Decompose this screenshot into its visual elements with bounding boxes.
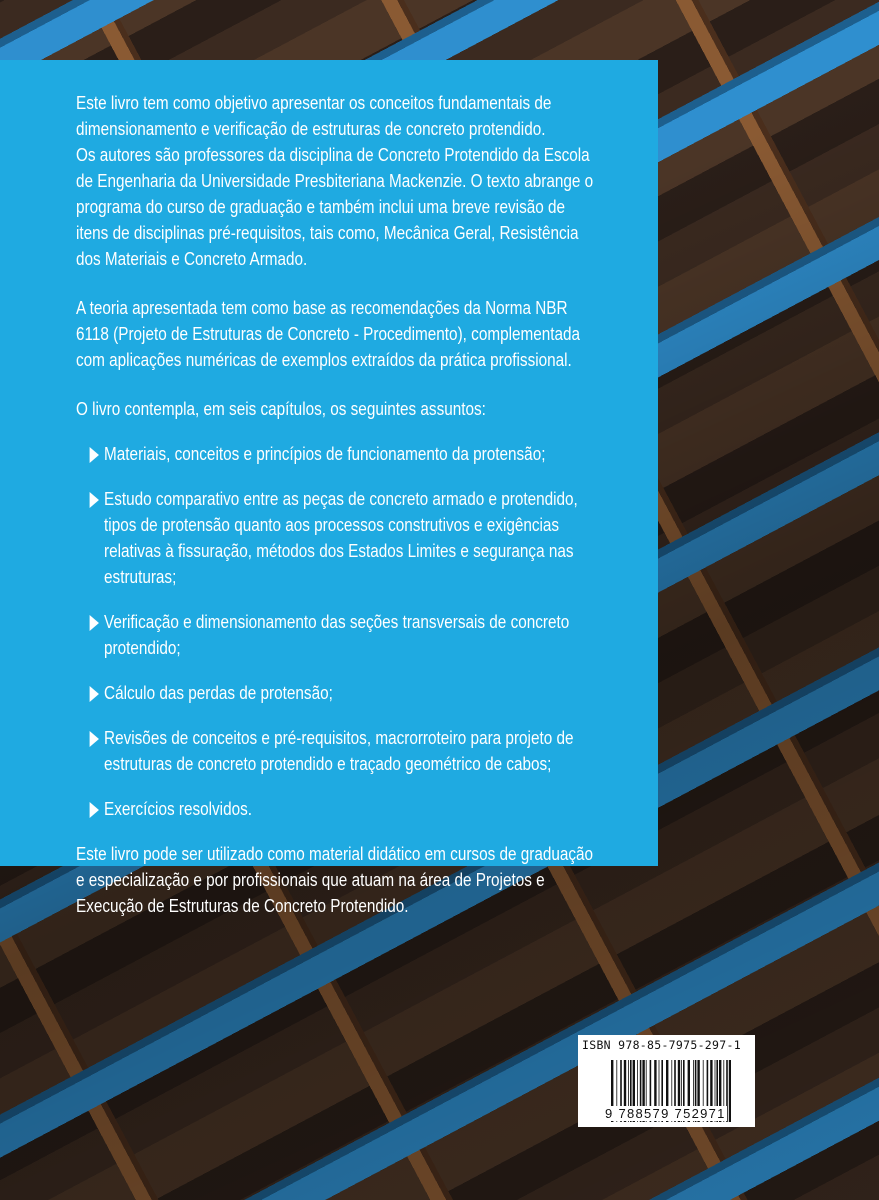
list-item: Cálculo das perdas de protensão; [76, 680, 654, 706]
topics-list [76, 441, 654, 822]
list-item: Revisões de conceitos e pré-requisitos, macrorroteiro para projeto de estruturas de concreto protendido e traçado geométrico de cabos; [76, 725, 654, 777]
triangle-bullet-icon [90, 615, 99, 631]
triangle-bullet-icon [90, 731, 99, 747]
theory-paragraph: A teoria apresentada tem como base as recomendações da Norma NBR 6118 (Projeto de Estruturas de Concreto - Procedimento), complementada com aplicações numéricas de exemplos extraídos da prática profissional. [76, 298, 581, 370]
intro-paragraph: Este livro tem como objetivo apresentar os conceitos fundamentais de dimensionamento e verificação de estruturas de concreto protendido. Os autores são professores da disciplina de Concreto Protendido da Escola de Engenharia da Universidade Presbiteriana Mackenzie. O texto abrange o programa do curso de graduação e também inclui uma breve revisão de itens de disciplinas pré-requisitos, tais como, Mecânica Geral, Resistência dos Materiais e Concreto Armado. [76, 93, 594, 269]
list-item: Estudo comparativo entre as peças de concreto armado e protendido, tipos de protensão quanto aos processos construtivos e exigências relativas à fissuração, métodos dos Estados Limites e segurança nas estruturas; [76, 486, 654, 590]
closing-paragraph: Este livro pode ser utilizado como material didático em cursos de graduação e especialização e por profissionais que atuam na área de Projetos e Execução de Estruturas de Concreto Protendido. [76, 844, 594, 916]
triangle-bullet-icon [90, 447, 99, 463]
isbn-label: ISBN 978-85-7975-297-1 [582, 1038, 741, 1052]
triangle-bullet-icon [90, 492, 99, 508]
list-item: Exercícios resolvidos. [76, 796, 654, 822]
list-item: Materiais, conceitos e princípios de funcionamento da protensão; [76, 441, 654, 467]
list-item: Verificação e dimensionamento das seções transversais de concreto protendido; [76, 609, 654, 661]
barcode-digits: 9 788579 752971 [605, 1106, 726, 1121]
triangle-bullet-icon [90, 686, 99, 702]
barcode-bar [729, 1060, 731, 1122]
description-panel [0, 60, 658, 916]
isbn-barcode [578, 1035, 755, 1127]
contents-intro: O livro contempla, em seis capítulos, os seguintes assuntos: [76, 399, 486, 419]
description-text [76, 90, 654, 942]
triangle-bullet-icon [90, 802, 99, 818]
